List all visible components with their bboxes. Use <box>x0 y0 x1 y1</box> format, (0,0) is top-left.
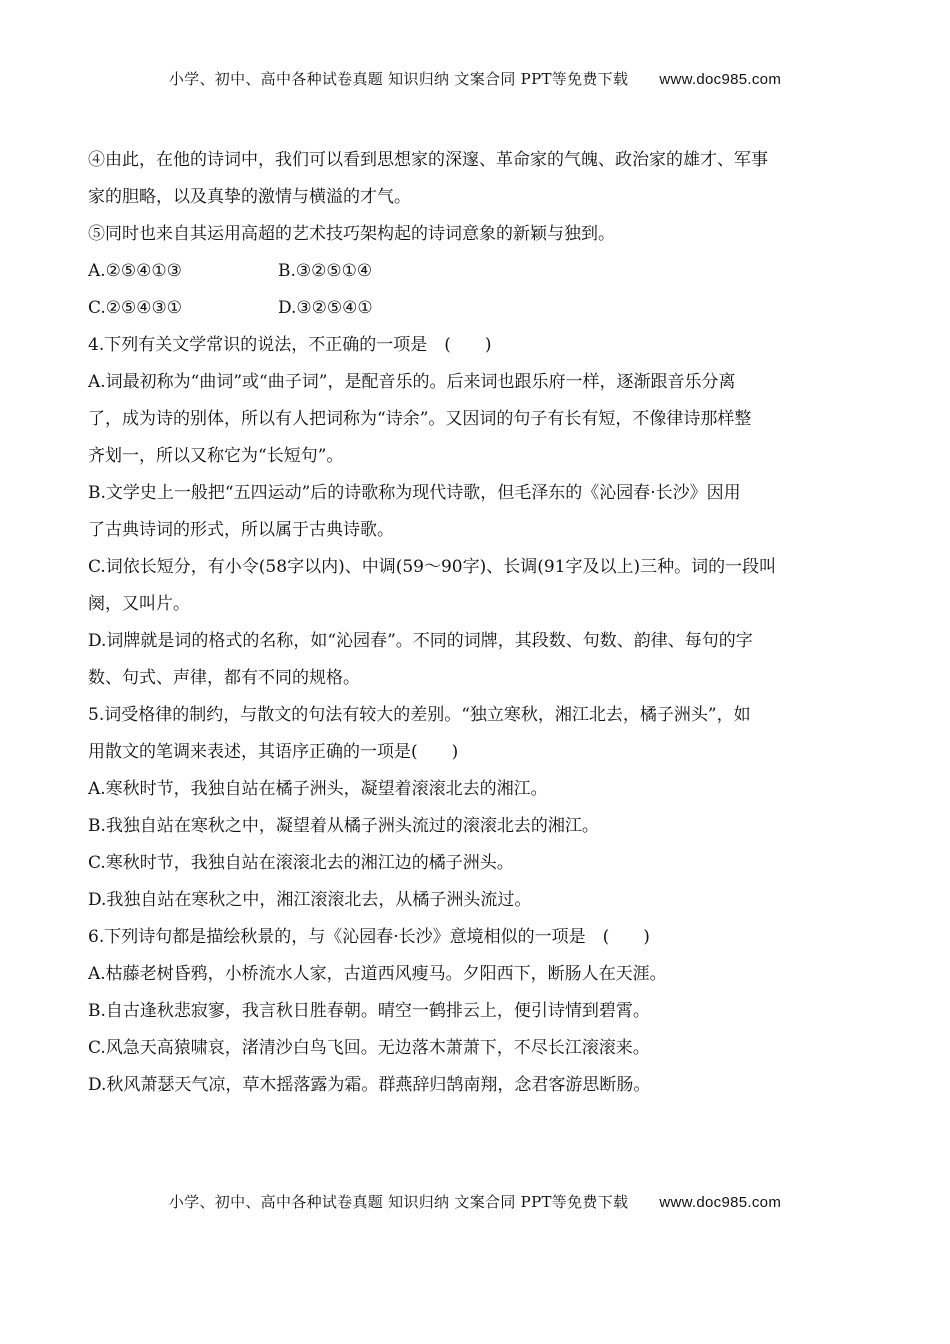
q4-stem: 4.下列有关文学常识的说法，不正确的一项是 ( ) <box>88 335 492 355</box>
footer-site-link[interactable]: www.doc985.com <box>659 1194 782 1211</box>
q6-stem: 6.下列诗句都是描绘秋景的，与《沁园春·长沙》意境相似的一项是 ( ) <box>88 927 650 947</box>
q5-stem-line-2: 用散文的笔调来表述，其语序正确的一项是( ) <box>88 742 459 762</box>
q3-options-row-1 <box>88 253 868 290</box>
q5-option-b: B.我独自站在寒秋之中，凝望着从橘子洲头流过的滚滚北去的湘江。 <box>88 816 599 836</box>
q4-option-a-line-2: 了，成为诗的别体，所以有人把词称为“诗余”。又因词的句子有长有短，不像律诗那样整 <box>88 409 752 429</box>
q3-option-d: D.③②⑤④① <box>278 298 373 318</box>
q4-option-d-line-1: D.词牌就是词的格式的名称，如“沁园春”。不同的词牌，其段数、句数、韵律、每句的字 <box>88 631 753 651</box>
q6-option-a: A.枯藤老树昏鸦，小桥流水人家，古道西风瘦马。夕阳西下，断肠人在天涯。 <box>88 964 667 984</box>
q4-option-b-line-1: B.文学史上一般把“五四运动”后的诗歌称为现代诗歌，但毛泽东的《沁园春·长沙》因用 <box>88 483 741 503</box>
q4-option-a-line-3: 齐划一，所以又称它为“长短句”。 <box>88 446 344 466</box>
footer-text: 小学、初中、高中各种试卷真题 知识归纳 文案合同 PPT等免费下载 <box>168 1193 629 1211</box>
q4-option-c-line-2: 阕，又叫片。 <box>88 594 190 614</box>
q5-option-c: C.寒秋时节，我独自站在滚滚北去的湘江边的橘子洲头。 <box>88 853 514 873</box>
q5-stem-line-1: 5.词受格律的制约，与散文的句法有较大的差别。“独立寒秋，湘江北去，橘子洲头”，如 <box>88 705 751 725</box>
page-footer <box>0 1191 950 1212</box>
document-body <box>88 142 868 1104</box>
q4-option-b-line-2: 了古典诗词的形式，所以属于古典诗歌。 <box>88 520 394 540</box>
q6-option-c: C.风急天高猿啸哀，渚清沙白鸟飞回。无边落木萧萧下，不尽长江滚滚来。 <box>88 1038 650 1058</box>
q3-options-row-2 <box>88 290 868 327</box>
q3-option-a: A.②⑤④①③ <box>88 261 182 281</box>
q4-option-a-line-1: A.词最初称为“曲词”或“曲子词”，是配音乐的。后来词也跟乐府一样，逐渐跟音乐分离 <box>88 372 736 392</box>
q6-option-d: D.秋风萧瑟天气凉，草木摇落露为霜。群燕辞归鹄南翔，念君客游思断肠。 <box>88 1075 651 1095</box>
q5-option-a: A.寒秋时节，我独自站在橘子洲头，凝望着滚滚北去的湘江。 <box>88 779 548 799</box>
page-header <box>0 68 950 89</box>
q3-sentence-4-line-1: ④由此，在他的诗词中，我们可以看到思想家的深邃、革命家的气魄、政治家的雄才、军事 <box>88 150 768 170</box>
header-text: 小学、初中、高中各种试卷真题 知识归纳 文案合同 PPT等免费下载 <box>168 70 629 88</box>
q3-option-c: C.②⑤④③① <box>88 298 183 318</box>
q4-option-d-line-2: 数、句式、声律，都有不同的规格。 <box>88 668 360 688</box>
q4-option-c-line-1: C.词依长短分，有小令(58字以内)、中调(59～90字)、长调(91字及以上)三种。词的一段叫 <box>88 557 777 577</box>
q3-sentence-5: ⑤同时也来自其运用高超的艺术技巧架构起的诗词意象的新颖与独到。 <box>88 224 615 244</box>
q6-option-b: B.自古逢秋悲寂寥，我言秋日胜春朝。晴空一鹤排云上，便引诗情到碧霄。 <box>88 1001 650 1021</box>
header-site-link[interactable]: www.doc985.com <box>659 71 782 88</box>
q5-option-d: D.我独自站在寒秋之中，湘江滚滚北去，从橘子洲头流过。 <box>88 890 532 910</box>
q3-option-b: B.③②⑤①④ <box>278 261 373 281</box>
q3-sentence-4-line-2: 家的胆略，以及真挚的激情与横溢的才气。 <box>88 187 411 207</box>
